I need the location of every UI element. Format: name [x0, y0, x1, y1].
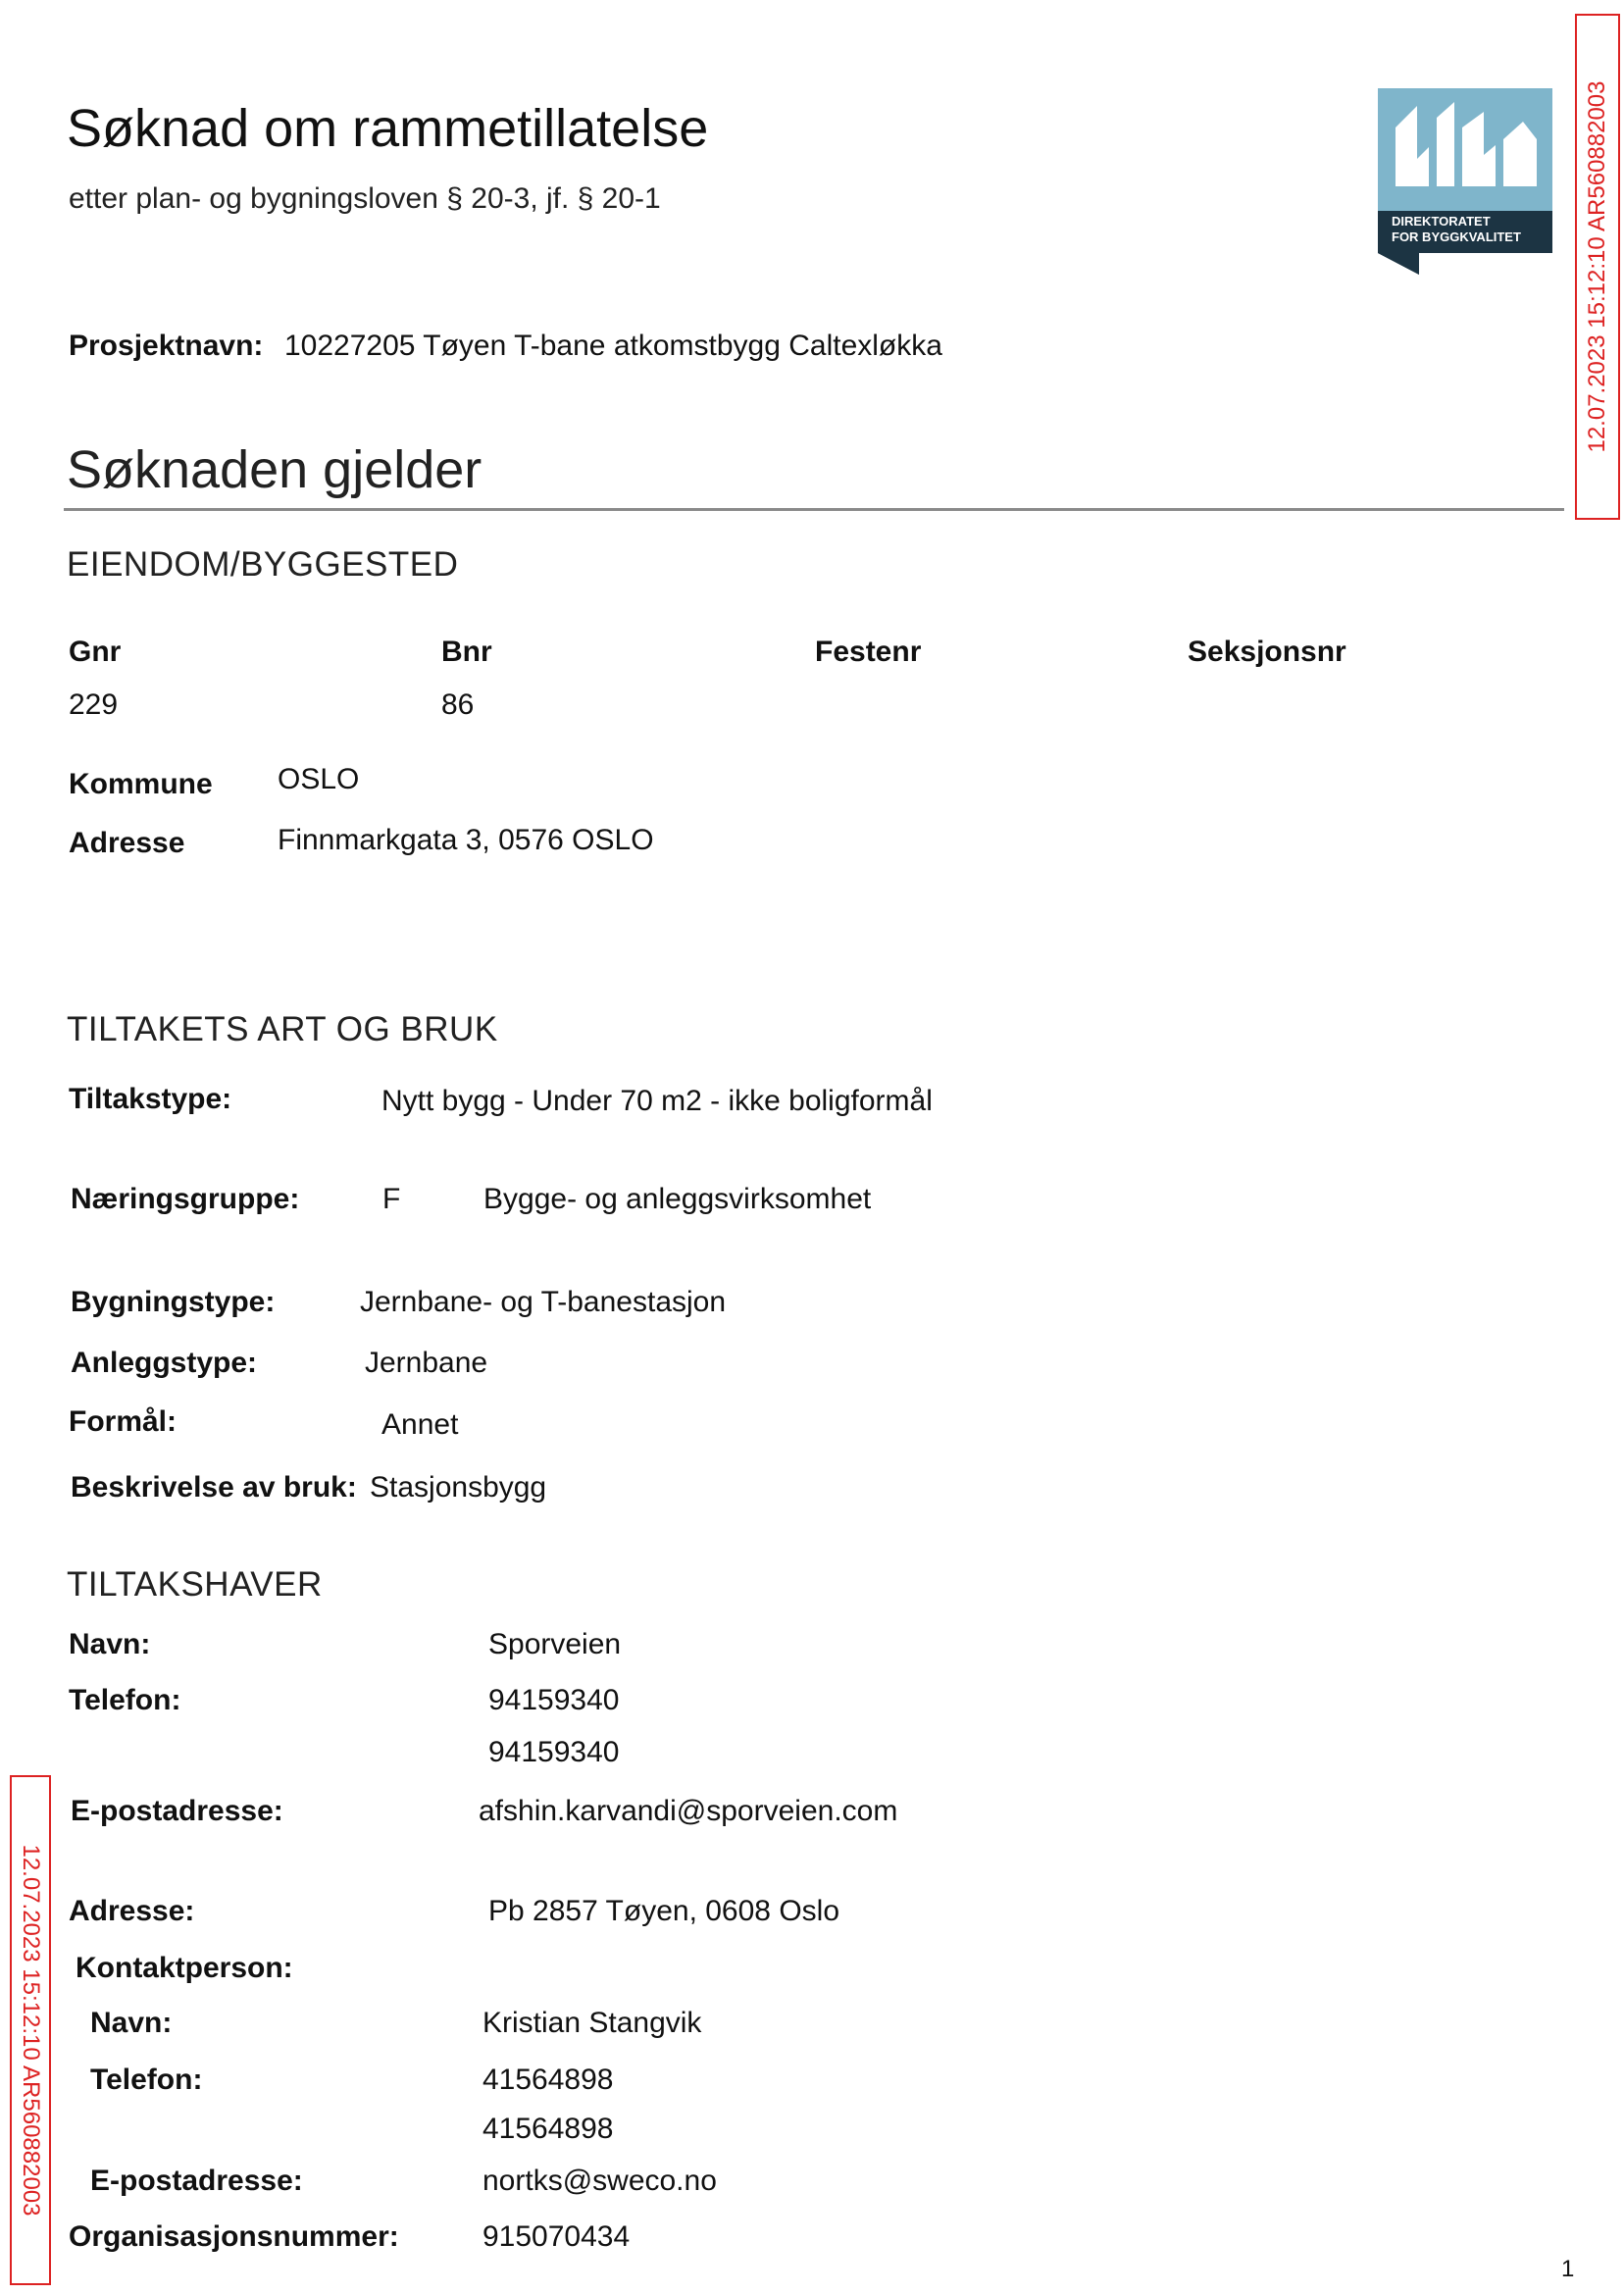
bygningstype-label: Bygningstype: — [71, 1286, 276, 1318]
epost-label: E-postadresse: — [71, 1795, 283, 1827]
kontakt-navn-label: Navn: — [90, 2007, 173, 2039]
anleggstype-label: Anleggstype: — [71, 1347, 258, 1379]
project-value: 10227205 Tøyen T-bane atkomstbygg Caltexløkka — [284, 330, 942, 362]
kommune-value: OSLO — [278, 763, 360, 795]
section-divider — [64, 508, 1564, 511]
telefon-value-2: 94159340 — [488, 1736, 620, 1768]
formaal-label: Formål: — [69, 1405, 178, 1438]
bruk-value: Stasjonsbygg — [370, 1471, 547, 1504]
tiltakshaver-heading: TILTAKSHAVER — [67, 1565, 323, 1604]
telefon-label: Telefon: — [69, 1684, 181, 1716]
logo-text-line-1: DIREKTORATET — [1392, 214, 1491, 229]
page-number: 1 — [1561, 2256, 1575, 2282]
bruk-label: Beskrivelse av bruk: — [71, 1471, 357, 1504]
kontakt-navn-value: Kristian Stangvik — [482, 2007, 702, 2039]
value-gnr: 229 — [69, 688, 119, 721]
tiltakshaver-adresse-label: Adresse: — [69, 1895, 195, 1927]
adresse-value: Finnmarkgata 3, 0576 OSLO — [278, 824, 654, 856]
value-bnr: 86 — [441, 688, 475, 721]
naeringsgruppe-label: Næringsgruppe: — [71, 1183, 300, 1215]
col-festenr: Festenr — [815, 636, 922, 668]
col-gnr: Gnr — [69, 636, 122, 668]
anleggstype-value: Jernbane — [365, 1347, 488, 1379]
date-stamp-top-right: 12.07.2023 15:12:10 AR560882003 — [1575, 14, 1620, 520]
epost-value: afshin.karvandi@sporveien.com — [479, 1795, 898, 1827]
project-label: Prosjektnavn: — [69, 330, 264, 362]
tiltakstype-label: Tiltakstype: — [69, 1083, 232, 1115]
kontakt-telefon-value-1: 41564898 — [482, 2064, 614, 2096]
kontakt-epost-label: E-postadresse: — [90, 2165, 303, 2197]
org-label: Organisasjonsnummer: — [69, 2220, 399, 2253]
naeringsgruppe-value: Bygge- og anleggsvirksomhet — [483, 1183, 872, 1215]
bygningstype-value: Jernbane- og T-banestasjon — [360, 1286, 727, 1318]
kontakt-telefon-label: Telefon: — [90, 2064, 203, 2096]
telefon-value-1: 94159340 — [488, 1684, 620, 1716]
document-subtitle: etter plan- og bygningsloven § 20-3, jf. § 20-1 — [69, 182, 661, 215]
logo-text-line-2: FOR BYGGKVALITET — [1392, 229, 1521, 244]
tiltakshaver-adresse-value: Pb 2857 Tøyen, 0608 Oslo — [488, 1895, 840, 1927]
col-bnr: Bnr — [441, 636, 492, 668]
tiltakstype-value: Nytt bygg - Under 70 m2 - ikke boligformål — [381, 1085, 933, 1117]
section-title: Søknaden gjelder — [67, 440, 482, 499]
property-heading: EIENDOM/BYGGESTED — [67, 545, 459, 584]
kontakt-telefon-value-2: 41564898 — [482, 2113, 614, 2145]
formaal-value: Annet — [381, 1408, 459, 1441]
document-title: Søknad om rammetillatelse — [67, 99, 709, 158]
dibk-logo — [1378, 88, 1552, 275]
tiltak-heading: TILTAKETS ART OG BRUK — [67, 1010, 498, 1048]
adresse-label: Adresse — [69, 827, 185, 859]
navn-label: Navn: — [69, 1628, 151, 1660]
date-stamp-bottom-left: 12.07.2023 15:12:10 AR560882003 — [10, 1775, 51, 2285]
kommune-label: Kommune — [69, 768, 213, 800]
kontakt-epost-value: nortks@sweco.no — [482, 2165, 717, 2197]
kontaktperson-label: Kontaktperson: — [76, 1952, 293, 1984]
org-value: 915070434 — [482, 2220, 631, 2253]
naeringsgruppe-code: F — [382, 1183, 401, 1215]
navn-value: Sporveien — [488, 1628, 622, 1660]
col-seksjonsnr: Seksjonsnr — [1188, 636, 1346, 668]
